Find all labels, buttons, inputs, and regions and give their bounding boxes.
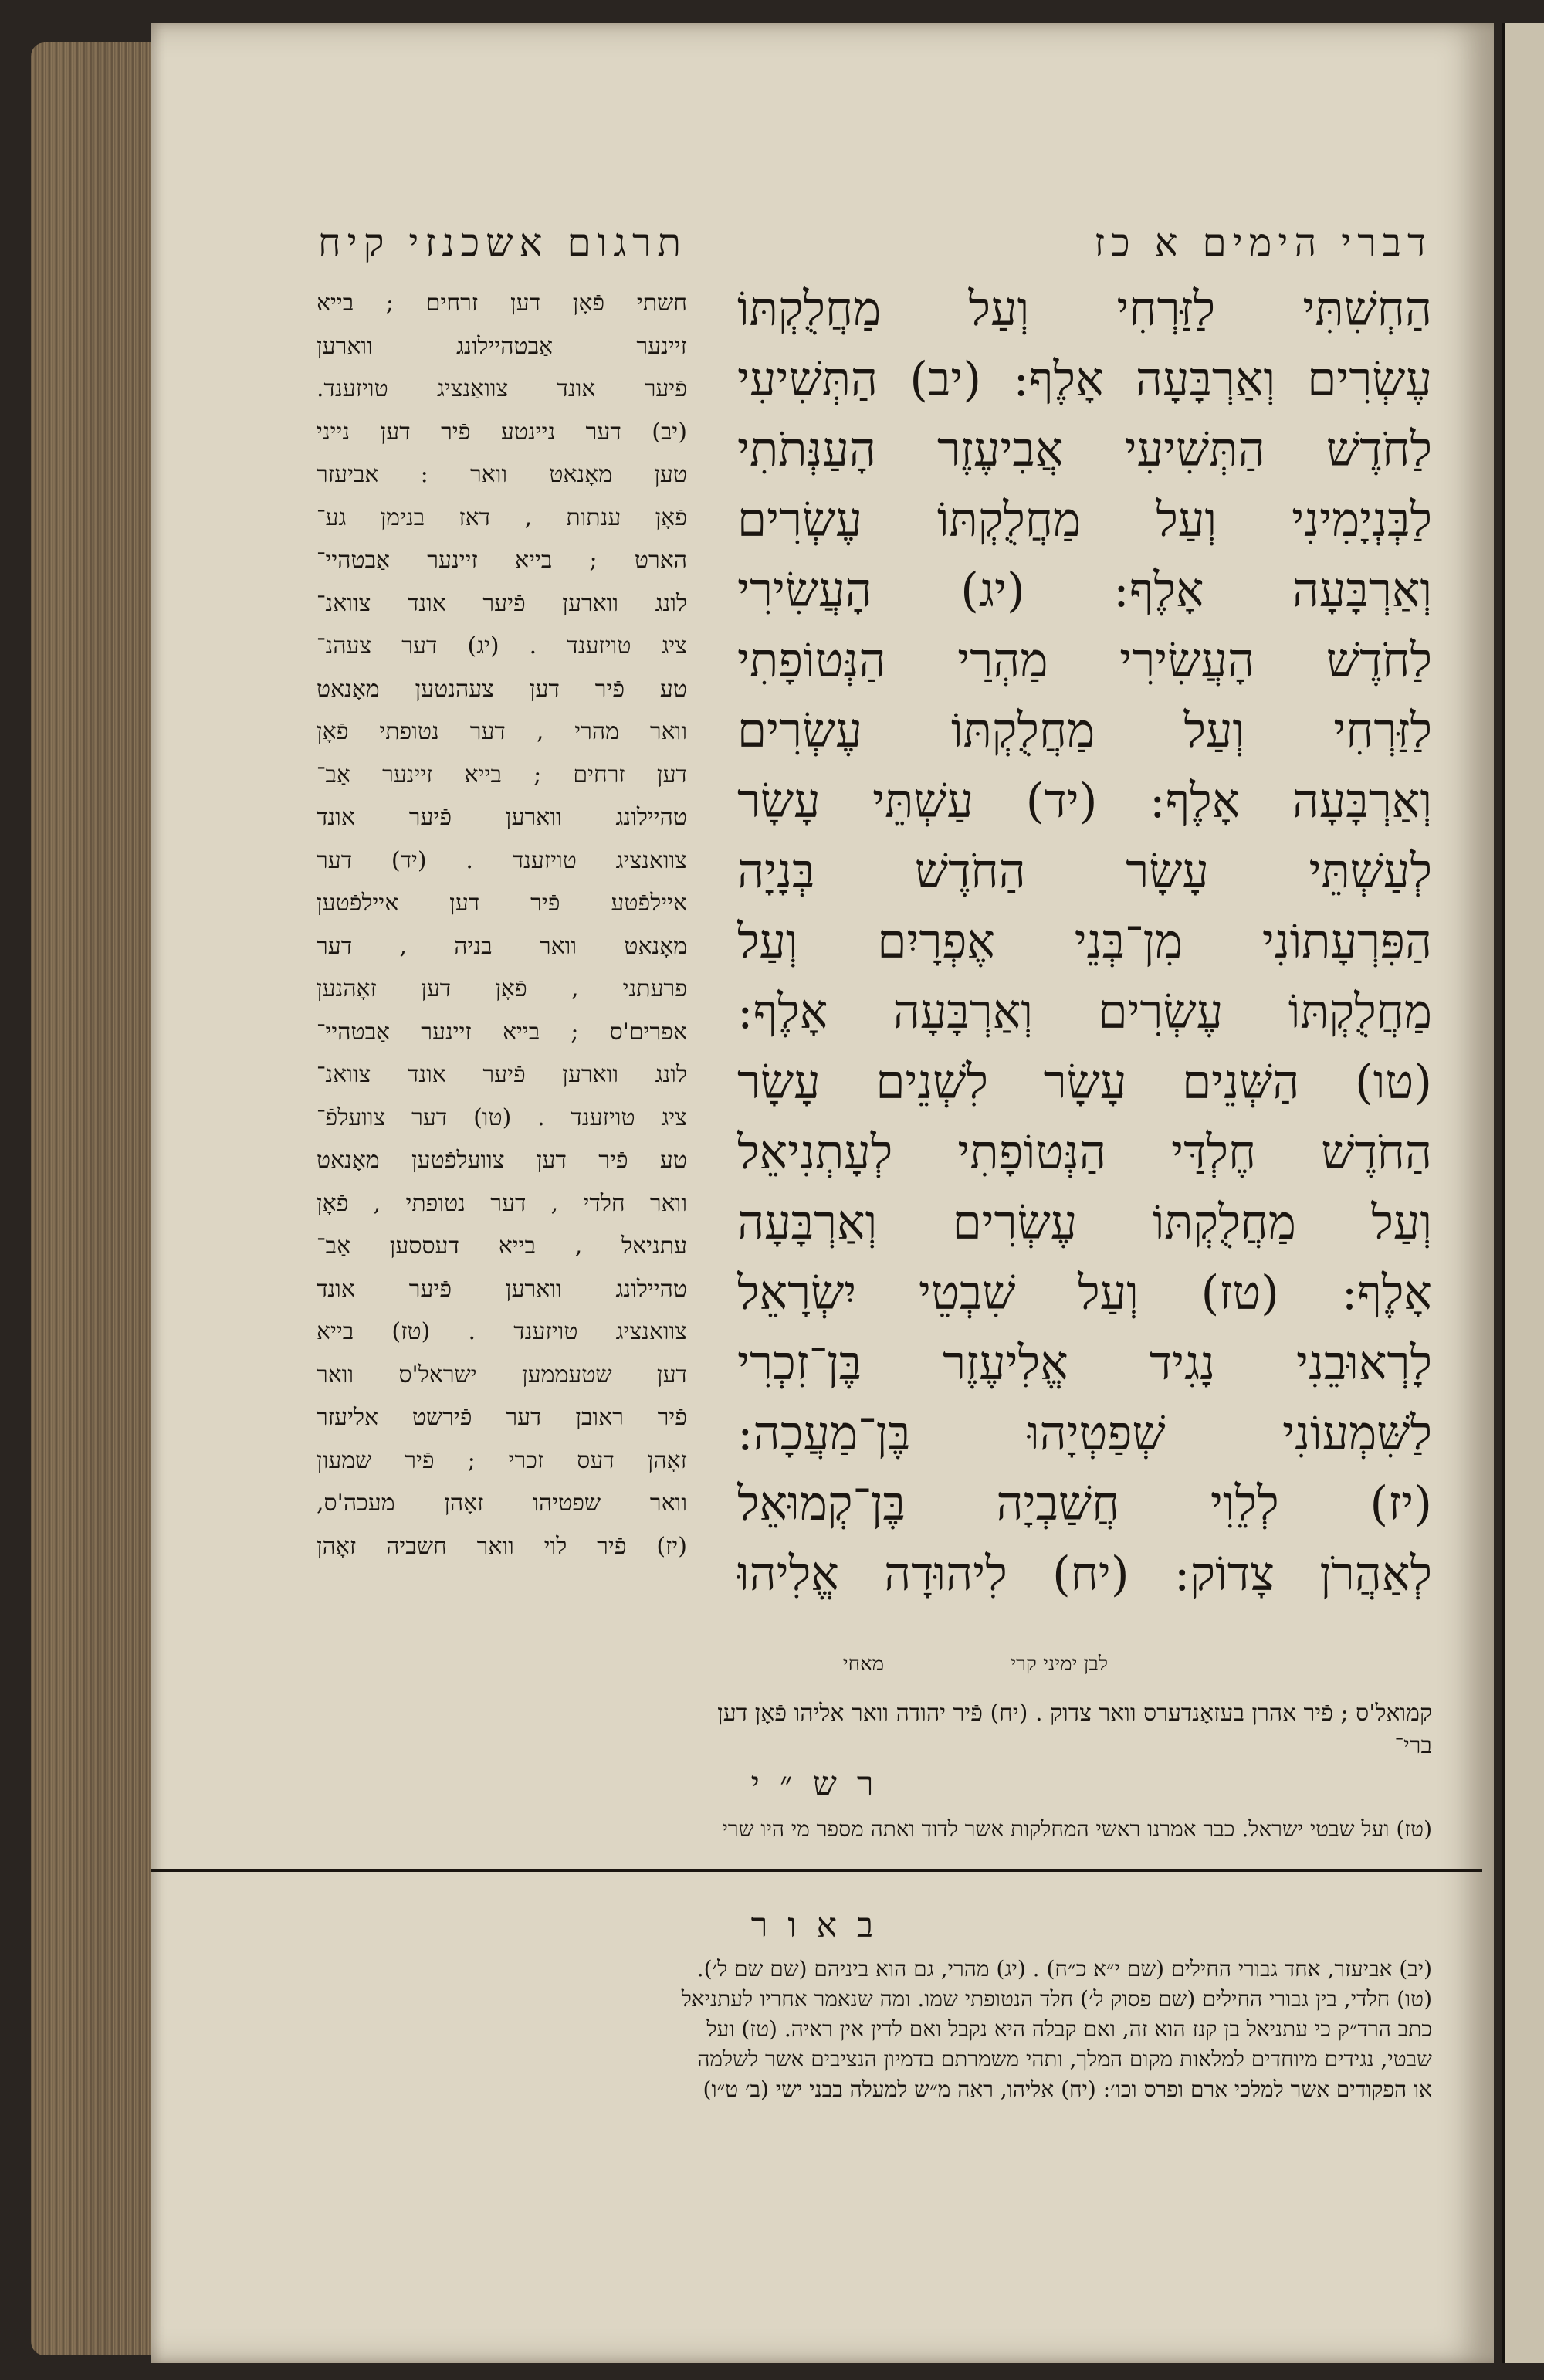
book-page bbox=[151, 23, 1494, 2363]
beur-text-line: (טו) חלדי, בין גבורי החילים (שם פסוק ל׳) חלד הנטופתי שמו. ומה שנאמר אחריו לעתניאל bbox=[681, 1986, 1432, 2012]
running-header-hebrew: דברי הימים א כז bbox=[1094, 220, 1432, 265]
yiddish-text-line: טהיילונג ווארען פֿיער אונד bbox=[317, 1275, 687, 1303]
hebrew-text-line: לַזַּרְחִי וְעַל מַחֲלֻקְתּוֹ עֶשְׂרִים bbox=[737, 703, 1432, 758]
hebrew-text-line: (יז) לְלֵוִי חֲשַׁבְיָה בֶּן־קְמוּאֵל bbox=[737, 1476, 1432, 1531]
yiddish-text-line: צוואנציג טויזענד . (יד) דער bbox=[317, 846, 687, 874]
beur-text-line: שבטי, נגידים מיוחדים למלאות מקום המלך, ותהי משמרתם בדמיון הנציבים אשר לשלמה bbox=[697, 2046, 1432, 2072]
rashi-title: רש״י bbox=[750, 1765, 894, 1804]
yiddish-text-line: עתניאל , בייא דעססען אַב־ bbox=[317, 1232, 687, 1260]
yiddish-text-line: פֿיער אונד צוואַנציג טויזענד. bbox=[317, 375, 687, 402]
qre-note-left: מאחי bbox=[842, 1653, 884, 1676]
hebrew-text-line: וְעַל מַחֲלֻקְתּוֹ עֶשְׂרִים וְאַרְבָּעָה bbox=[737, 1195, 1432, 1250]
hebrew-text-line: לָרְאוּבֵנִי נָגִיד אֱלִיעֶזֶר בֶּן־זִכְרִי bbox=[737, 1336, 1432, 1391]
yiddish-text-line: (יז) פֿיר לוי וואר חשביה זאָהן bbox=[317, 1532, 687, 1560]
yiddish-text-line: טע פֿיר דען צוועלפֿטען מאָנאט bbox=[317, 1147, 687, 1174]
hebrew-text-line: לַשִּׁמְעוֹנִי שְׁפַטְיָהוּ בֶּן־מַעֲכָה: bbox=[737, 1406, 1432, 1461]
yiddish-text-line: דען שטעממען ישראל'ס וואר bbox=[317, 1361, 687, 1388]
hebrew-text-line: הַחְשִׁתִּי לַזַּרְחִי וְעַל מַחֲלֻקְתּוֹ bbox=[737, 282, 1432, 337]
yiddish-text-line: טען מאָנאט וואר : אביעזר bbox=[317, 461, 687, 488]
yiddish-text-line: ציג טויזענד . (יג) דער צעהנ־ bbox=[317, 632, 687, 659]
beur-text-line: כתב הרד״ק כי עתניאל בן קנז הוא זה, ואם קבלה היא נקבל ואם לדין אין ראיה. (טז) ועל bbox=[706, 2016, 1432, 2042]
yiddish-bottom-line: קמואל'ס ; פֿיר אהרן בעזאָנדערס וואר צדוק . (יח) פֿיר יהודה וואר אליהו פֿאָן דען bbox=[717, 1700, 1432, 1727]
yiddish-text-line: וואר חלדי , דער נטופתי , פֿאָן bbox=[317, 1189, 687, 1217]
hebrew-text-line: לְעַשְׁתֵּי עָשָׂר הַחֹדֶשׁ בְּנָיָה bbox=[737, 844, 1432, 899]
hebrew-text-line: מַחֲלֻקְתּוֹ עֶשְׂרִים וְאַרְבָּעָה אָלֶף: bbox=[737, 985, 1432, 1039]
yiddish-text-line: וואר מהרי , דער נטופתי פֿאָן bbox=[317, 718, 687, 745]
yiddish-text-line: חשתי פֿאָן דען זרחים ; בייא bbox=[317, 290, 687, 317]
yiddish-text-line: הארט ; בייא זיינער אַבטהיי־ bbox=[317, 547, 687, 574]
yiddish-text-line: לונג ווארען פֿיער אונד צוואנ־ bbox=[317, 1061, 687, 1088]
hebrew-text-line: עֶשְׂרִים וְאַרְבָּעָה אָלֶף: (יב) הַתְּשִׁיעִי bbox=[737, 352, 1432, 407]
book-page-edges bbox=[31, 42, 158, 2355]
hebrew-text-column bbox=[737, 274, 1432, 1609]
running-header-yiddish: תרגום אשכנזי קיח bbox=[318, 220, 687, 265]
yiddish-text-line: פֿיר ראובן דער פֿירשט אליעזר bbox=[317, 1404, 687, 1431]
hebrew-text-line: (טו) הַשְּׁנֵים עָשָׂר לִשְׁנֵים עָשָׂר bbox=[737, 1055, 1432, 1110]
yiddish-text-line: צוואנציג טויזענד . (טז) בייא bbox=[317, 1318, 687, 1345]
hebrew-text-line: לְאַהֲרֹן צָדוֹק: (יח) לִיהוּדָה אֱלִיהוּ bbox=[737, 1547, 1432, 1602]
hebrew-text-line: וְאַרְבָּעָה אָלֶף: (יג) הָעֲשִׂירִי bbox=[737, 563, 1432, 618]
yiddish-text-line: ציג טויזענד . (טו) דער צוועלפֿ־ bbox=[317, 1104, 687, 1131]
beur-text-line: (יב) אביעזר, אחד גבורי החילים (שם י״א כ״ח) . (יג) מהרי, גם הוא ביניהם (שם שם ל׳). bbox=[696, 1956, 1432, 1982]
hebrew-text-line: הַחֹדֶשׁ חֶלְדַּי הַנְּטוֹפָתִי לְעָתְנִיאֵל bbox=[737, 1125, 1432, 1180]
hebrew-text-line: אָלֶף: (טז) וְעַל שִׁבְטֵי יִשְׂרָאֵל bbox=[737, 1266, 1432, 1321]
qre-note-right: לבן ימיני קרי bbox=[1011, 1653, 1108, 1676]
yiddish-text-line: איילפֿטע פֿיר דען איילפֿטען bbox=[317, 890, 687, 917]
beur-text-line: או הפקודים אשר למלכי ארם ופרס וכו׳: (יח) אליהו, ראה מ״ש למעלה בבני ישי (ב׳ ט״ו) bbox=[703, 2077, 1432, 2102]
beur-title: באור bbox=[750, 1906, 894, 1945]
yiddish-text-line: וואר שפטיהו זאָהן מעכה'ס, bbox=[317, 1490, 687, 1517]
yiddish-bottom-line: ברי־ bbox=[1394, 1732, 1432, 1759]
hebrew-text-line: הַפִּרְעָתוֹנִי מִן־בְּנֵי אֶפְרָיִם וְעַל bbox=[737, 914, 1432, 969]
yiddish-text-line: טע פֿיר דען צעהנטען מאָנאט bbox=[317, 675, 687, 703]
yiddish-text-line: פֿאָן ענתות , דאז בנימן גע־ bbox=[317, 503, 687, 531]
yiddish-text-line: לונג ווארען פֿיער אונד צוואנ־ bbox=[317, 589, 687, 617]
yiddish-bottom-paragraph bbox=[317, 1697, 1432, 1762]
yiddish-text-line: טהיילונג ווארען פֿיער אונד bbox=[317, 804, 687, 831]
hebrew-text-line: לַחֹדֶשׁ הָעֲשִׂירִי מַהְרַי הַנְּטוֹפָתִי bbox=[737, 633, 1432, 688]
hebrew-text-line: וְאַרְבָּעָה אָלֶף: (יד) עַשְׁתֵּי עָשָׂר bbox=[737, 774, 1432, 829]
yiddish-translation-column bbox=[317, 282, 687, 1568]
section-divider bbox=[151, 1869, 1482, 1872]
rashi-commentary: (טז) ועל שבטי ישראל. כבר אמרנו ראשי המחלקות אשר לדוד ואתה מספר מי היו שרי bbox=[722, 1816, 1432, 1842]
yiddish-text-line: מאָנאט וואר בניה , דער bbox=[317, 932, 687, 960]
yiddish-text-line: אפרים'ס ; בייא זיינער אַבטהיי־ bbox=[317, 1018, 687, 1046]
yiddish-text-line: פרעתני , פֿאָן דען זאָהנען bbox=[317, 975, 687, 1002]
yiddish-text-line: זאָהן דעס זכרי ; פֿיר שמעון bbox=[317, 1446, 687, 1474]
yiddish-text-line: (יב) דער ניינטע פֿיר דען נייני bbox=[317, 418, 687, 446]
adjacent-page-edge bbox=[1502, 23, 1544, 2363]
yiddish-text-line: דען זרחים ; בייא זיינער אַב־ bbox=[317, 761, 687, 788]
yiddish-text-line: זיינער אַבטהיילונג ווארען bbox=[317, 332, 687, 360]
hebrew-text-line: לַבְּנְיָמִינִי וְעַל מַחֲלֻקְתּוֹ עֶשְׂרִים bbox=[737, 493, 1432, 548]
hebrew-text-line: לַחֹדֶשׁ הַתְּשִׁיעִי אֲבִיעֶזֶר הָעַנְּתֹתִי bbox=[737, 422, 1432, 477]
